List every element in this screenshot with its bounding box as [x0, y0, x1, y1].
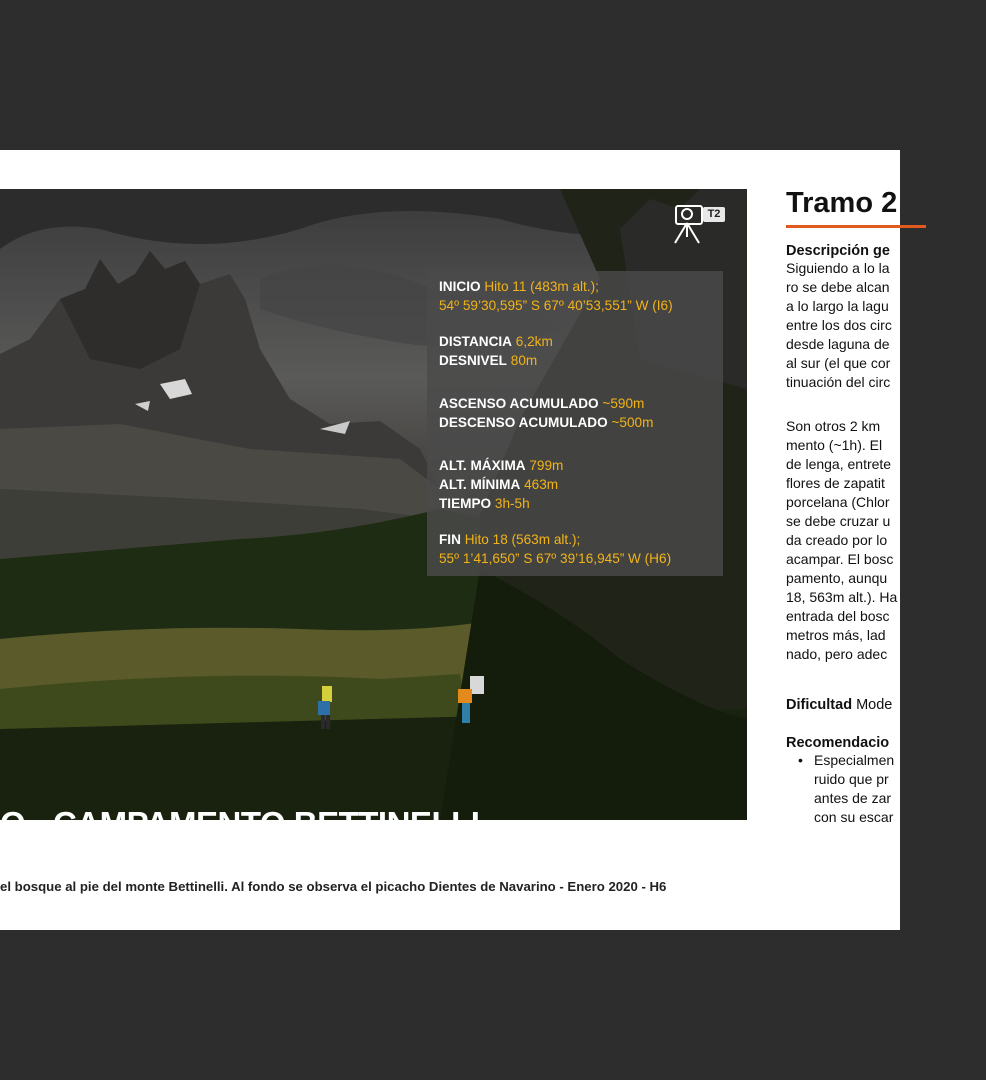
description-heading: Descripción ge [786, 243, 890, 259]
section-title: Tramo 2 [786, 187, 898, 219]
description-line: tinuación del circ [786, 374, 891, 390]
distancia-label: DISTANCIA [439, 334, 512, 349]
description-text [786, 259, 892, 392]
paragraph-line: mento (~1h). El [786, 437, 883, 453]
description-line: al sur (el que cor [786, 355, 891, 371]
camera-tripod-icon [673, 203, 727, 249]
difficulty-line [786, 697, 892, 713]
description-block [786, 243, 892, 392]
paragraph-line: acampar. El bosc [786, 551, 894, 567]
distancia-value: 6,2km [515, 334, 553, 349]
paragraph-line: de lenga, entrete [786, 456, 892, 472]
inicio-value: Hito 11 (483m alt.); [484, 279, 599, 294]
paragraph-line: pamento, aunqu [786, 570, 888, 586]
desnivel-label: DESNIVEL [439, 353, 507, 368]
tiempo-label: TIEMPO [439, 496, 492, 511]
description-paragraph-2 [786, 417, 897, 664]
description-line: ro se debe alcan [786, 279, 890, 295]
inicio-coords: 54º 59’30,595” S 67º 40’53,551” W (I6) [439, 298, 673, 313]
photo-caption: el bosque al pie del monte Bettinelli. Al fondo se observa el picacho Dientes de Navarino - Enero 2020 - H6 [0, 879, 667, 894]
recommendations-block [786, 735, 894, 827]
description-line: entre los dos circ [786, 317, 892, 333]
document-page [0, 150, 900, 930]
descenso-label: DESCENSO ACUMULADO [439, 415, 608, 430]
altmin-label: ALT. MÍNIMA [439, 477, 521, 492]
recommendations-heading: Recomendacio [786, 735, 890, 751]
tiempo-value: 3h-5h [494, 496, 530, 511]
paragraph-line: nado, pero adec [786, 646, 888, 662]
paragraph-line: porcelana (Chlor [786, 494, 890, 510]
fin-value: Hito 18 (563m alt.); [464, 532, 581, 547]
description-line: desde laguna de [786, 336, 890, 352]
recommendation-line: Especialmen [814, 752, 895, 768]
recommendation-line: antes de zar [814, 790, 892, 806]
bullet-icon: • [798, 752, 803, 768]
altmax-label: ALT. MÁXIMA [439, 458, 526, 473]
route-info-box [427, 271, 723, 576]
paragraph-line: flores de zapatit [786, 475, 885, 491]
descenso-value: ~500m [611, 415, 654, 430]
trail-photo [0, 189, 747, 842]
difficulty-value: Mode [856, 697, 893, 713]
paragraph-line: da creado por lo [786, 532, 888, 548]
recommendation-line: con su escar [814, 809, 894, 825]
inicio-label: INICIO [439, 279, 481, 294]
ascenso-label: ASCENSO ACUMULADO [439, 396, 599, 411]
recommendation-line: ruido que pr [814, 771, 889, 787]
altmin-value: 463m [524, 477, 559, 492]
title-underline [786, 225, 926, 228]
paragraph-line: metros más, lad [786, 627, 886, 643]
paragraph-line: 18, 563m alt.). Ha [786, 589, 898, 605]
fin-label: FIN [439, 532, 461, 547]
difficulty-label: Dificultad [786, 697, 853, 713]
route-title: O - CAMPAMENTO BETTINELLI [0, 805, 480, 842]
fin-coords: 55º 1’41,650” S 67º 39’16,945” W (H6) [439, 551, 672, 566]
right-column [786, 185, 986, 825]
paragraph-line: entrada del bosc [786, 608, 890, 624]
altmax-value: 799m [529, 458, 564, 473]
description-line: a lo largo la lagu [786, 298, 889, 314]
paragraph-line: se debe cruzar u [786, 513, 891, 529]
ascenso-value: ~590m [602, 396, 645, 411]
paragraph-line: Son otros 2 km [786, 418, 881, 434]
description-line: Siguiendo a lo la [786, 260, 890, 276]
tramo-badge: T2 [703, 207, 725, 222]
desnivel-value: 80m [510, 353, 538, 368]
